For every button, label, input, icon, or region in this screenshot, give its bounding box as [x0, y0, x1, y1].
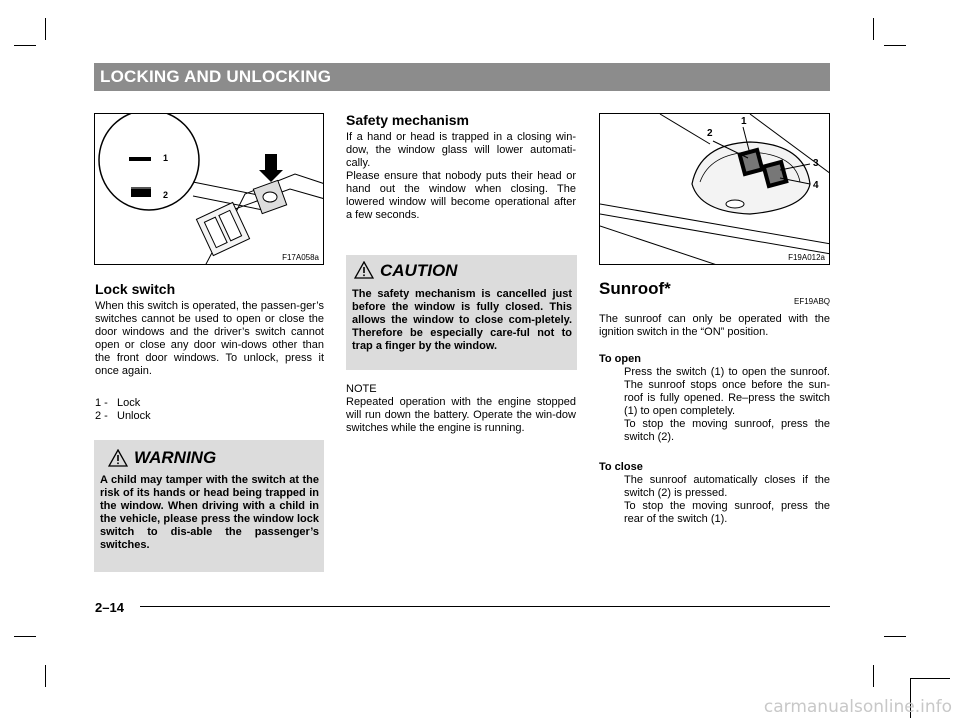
sunroof-figure: [599, 113, 830, 265]
callout-label: 2: [707, 128, 713, 139]
to-close-paragraph: The sunroof automatically closes if the switch (2) is pressed.: [624, 474, 830, 499]
crop-mark: [873, 18, 874, 40]
watermark: carmanualsonline.info: [763, 697, 952, 717]
sunroof-intro: The sunroof can only be operated with the ignition switch in the “ON” position.: [599, 313, 830, 338]
list-item: [95, 397, 140, 410]
warning-box: [94, 440, 324, 572]
safety-paragraph: Please ensure that nobody puts their head or hand out the window when closing. The lowered window will become operational after a few seconds.: [346, 170, 576, 221]
to-close-label: To close: [599, 461, 643, 473]
section-header: LOCKING AND UNLOCKING: [94, 63, 830, 91]
sunroof-switch-illustration: [600, 114, 830, 265]
lock-switch-illustration: [95, 114, 324, 265]
sunroof-heading: Sunroof*: [599, 279, 671, 298]
safety-paragraph: If a hand or head is trapped in a closing win-dow, the window glass will lower automati-cally.: [346, 131, 576, 169]
lock-switch-body: When this switch is operated, the passen-ger’s switches cannot be used to open or close the door windows and the driver’s switch cannot open or close any door win-dows other than the front door windows. To unlock, press it once again.: [95, 300, 324, 377]
safety-body: [346, 131, 576, 222]
sunroof-code: EF19ABQ: [793, 297, 830, 306]
caution-title: CAUTION: [380, 261, 458, 280]
figure-code: F19A012a: [788, 253, 825, 262]
list-item-number: 1 -: [95, 397, 108, 409]
list-item-label: Lock: [117, 397, 141, 409]
to-open-paragraph: Press the switch (1) to open the sunroof. The sunroof stops once before the sun-roof is fully opened. Re–press the switch (1) to open completely.: [624, 366, 830, 417]
safety-heading: Safety mechanism: [346, 112, 469, 128]
crop-mark: [45, 18, 46, 40]
warning-triangle-icon: [354, 261, 374, 279]
callout-label: 1: [163, 153, 169, 163]
callout-label: 1: [741, 116, 747, 127]
list-item-label: Unlock: [117, 410, 151, 422]
to-open-body: [624, 366, 830, 444]
crop-mark: [873, 665, 874, 687]
crop-mark: [884, 636, 906, 637]
crop-mark: [14, 45, 36, 46]
lock-switch-heading: Lock switch: [95, 281, 176, 297]
to-close-body: [624, 474, 830, 526]
warning-triangle-icon: [108, 449, 128, 467]
lock-switch-figure: [94, 113, 324, 265]
caution-box: [346, 255, 577, 370]
figure-code: F17A058a: [282, 253, 319, 262]
crop-mark: [884, 45, 906, 46]
callout-label: 2: [163, 190, 169, 200]
footer-divider: [140, 606, 830, 607]
warning-body: A child may tamper with the switch at the risk of its hands or head being trapped in the window. When driving with a child in the vehicle, please press the window lock switch to dis-able the passenger’s switches.: [100, 474, 319, 551]
page-number: 2–14: [95, 600, 124, 615]
crop-mark: [910, 678, 950, 679]
warning-title: WARNING: [134, 448, 217, 467]
note-label: NOTE: [346, 383, 377, 395]
note-body: Repeated operation with the engine stopped will run down the battery. Operate the win-dow switches while the engine is running.: [346, 396, 576, 434]
list-item: [95, 410, 151, 423]
to-open-paragraph: To stop the moving sunroof, press the switch (2).: [624, 418, 830, 443]
crop-mark: [45, 665, 46, 687]
list-item-number: 2 -: [95, 410, 108, 422]
crop-mark: [14, 636, 36, 637]
callout-label: 4: [813, 180, 819, 191]
caution-body: The safety mechanism is cancelled just before the window is fully closed. This allows the window to close com-pletely. Therefore be especially care-ful not to trap a finger by the window.: [352, 288, 572, 352]
to-open-label: To open: [599, 353, 641, 365]
callout-label: 3: [813, 158, 819, 169]
to-close-paragraph: To stop the moving sunroof, press the rear of the switch (1).: [624, 500, 830, 525]
